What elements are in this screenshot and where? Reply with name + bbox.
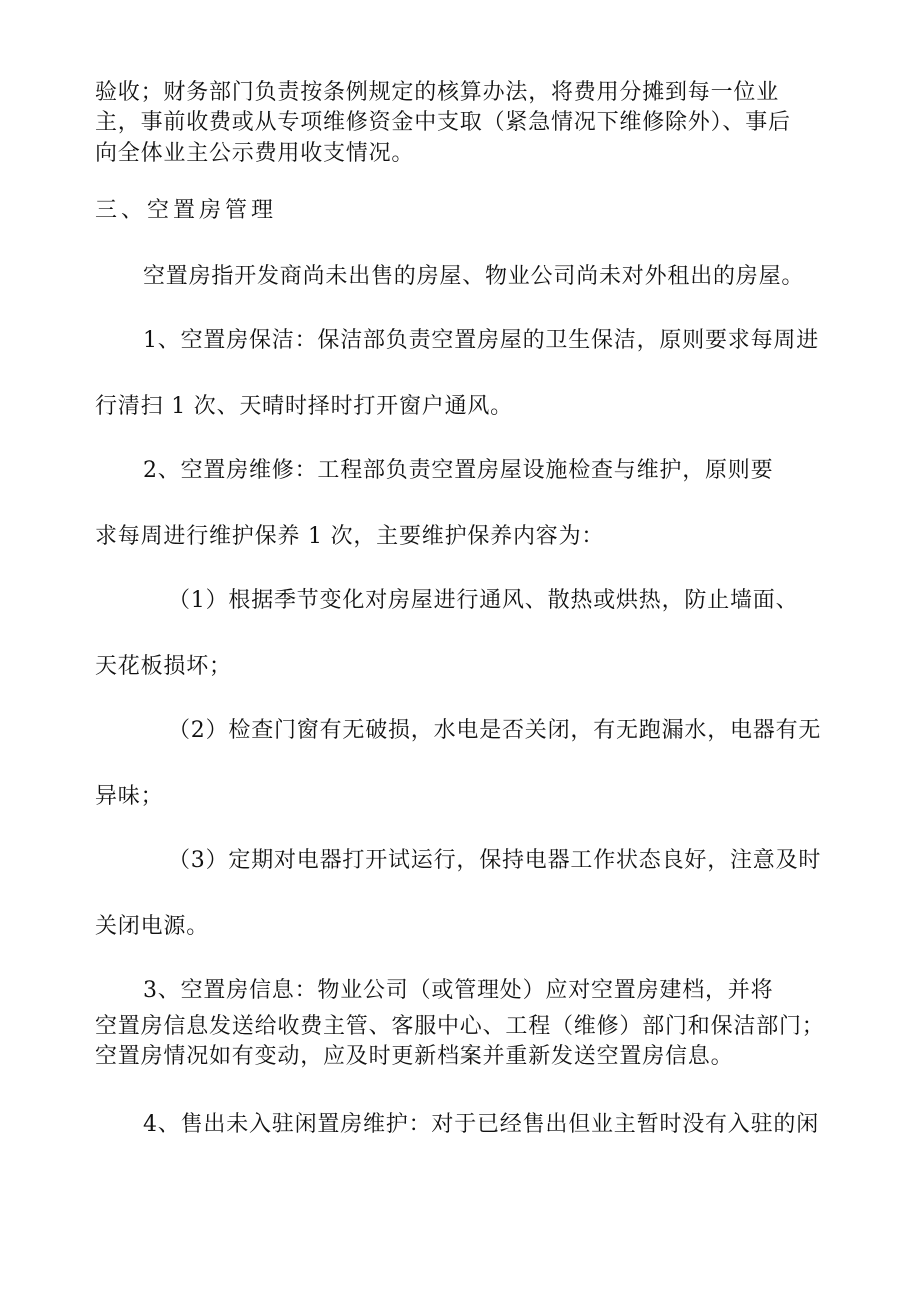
text-line-3: 向全体业主公示费用收支情况。 [95, 141, 415, 166]
subitem-3-line-2: 关闭电源。 [95, 914, 210, 939]
item-3-line-3: 空置房情况如有变动，应及时更新档案并重新发送空置房信息。 [95, 1044, 734, 1069]
subitem-1-line-2: 天花板损坏； [95, 654, 232, 679]
subitem-3-line-1: （3）定期对电器打开试运行，保持电器工作状态良好，注意及时 [168, 848, 822, 873]
item-4-line-1: 4、售出未入驻闲置房维护：对于已经售出但业主暂时没有入驻的闲 [143, 1112, 819, 1137]
item-3-line-2: 空置房信息发送给收费主管、客服中心、工程（维修）部门和保洁部门； [95, 1014, 825, 1039]
item-2-line-1: 2、空置房维修：工程部负责空置房屋设施检查与维护，原则要 [143, 458, 774, 483]
item-2-line-2: 求每周进行维护保养 1 次，主要维护保养内容为： [95, 524, 605, 549]
subitem-1-line-1: （1）根据季节变化对房屋进行通风、散热或烘热，防止墙面、 [168, 588, 799, 613]
subitem-2-line-1: （2）检查门窗有无破损，水电是否关闭，有无跑漏水，电器有无 [168, 718, 822, 743]
subitem-2-line-2: 异味； [95, 784, 164, 809]
item-3-line-1: 3、空置房信息：物业公司（或管理处）应对空置房建档，并将 [143, 978, 774, 1003]
section-heading: 三、空置房管理 [95, 198, 278, 223]
item-1-line-1: 1、空置房保洁：保洁部负责空置房屋的卫生保洁，原则要求每周进 [143, 328, 819, 353]
paragraph-definition: 空置房指开发商尚未出售的房屋、物业公司尚未对外租出的房屋。 [143, 264, 805, 289]
text-line-2: 主，事前收费或从专项维修资金中支取（紧急情况下维修除外）、事后 [95, 110, 791, 135]
text-line-1: 验收；财务部门负责按条例规定的核算办法，将费用分摊到每一位业 [95, 80, 780, 105]
item-1-line-2: 行清扫 1 次、天晴时择时打开窗户通风。 [95, 394, 513, 419]
